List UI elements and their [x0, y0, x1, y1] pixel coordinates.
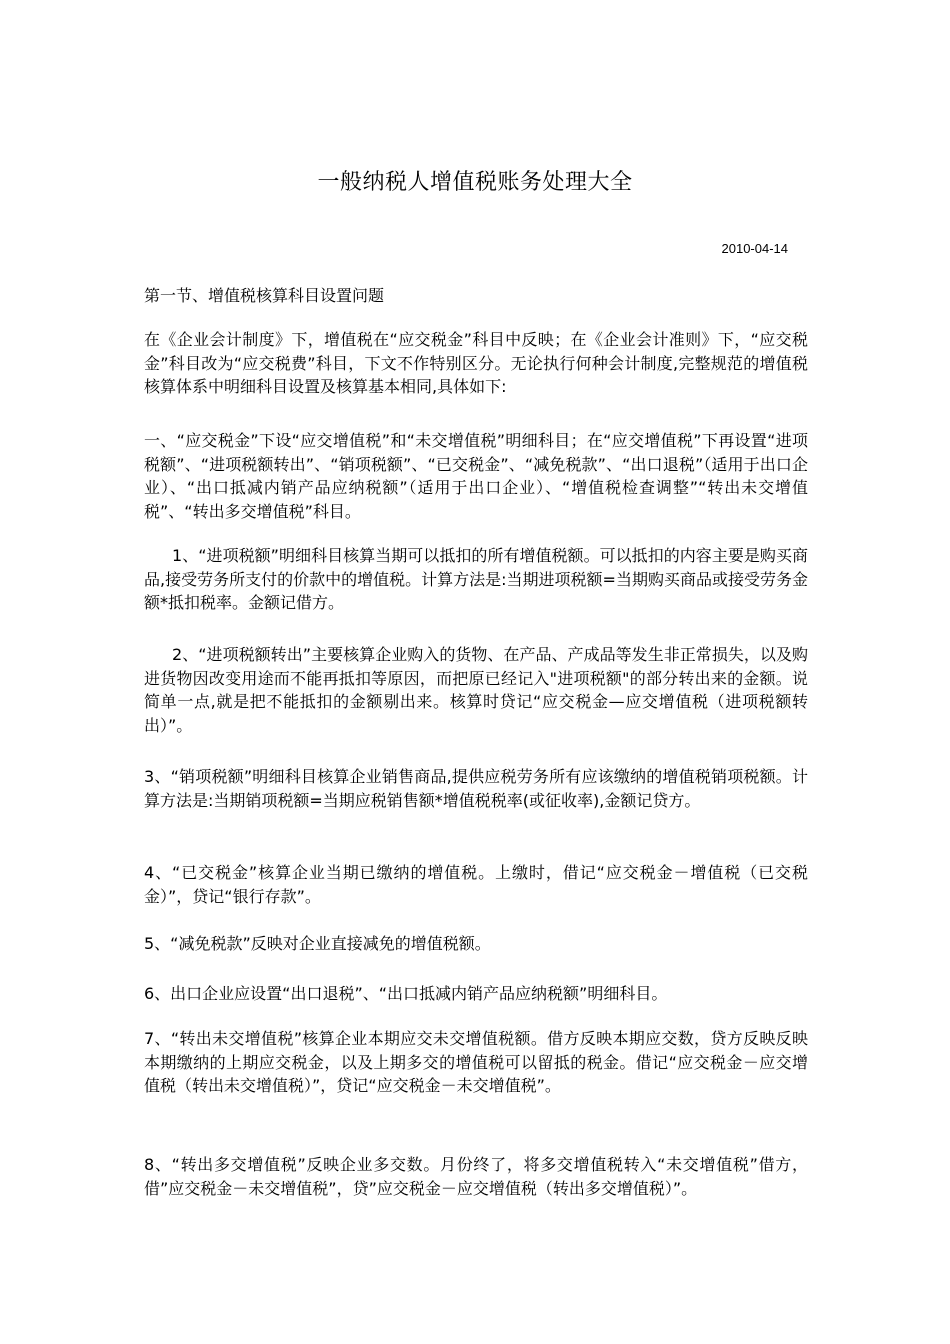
paragraph-item-1: 1、“进项税额”明细科目核算当期可以抵扣的所有增值税额。可以抵扣的内容主要是购买商品,接受劳务所支付的价款中的增值税。计算方法是:当期进项税额=当期购买商品或接受劳务金额*抵扣税率。金额记借方。: [144, 546, 808, 612]
paragraph-item-7: 7、“转出未交增值税”核算企业本期应交未交增值税额。借方反映本期应交数，贷方反映反映本期缴纳的上期应交税金，以及上期多交的增值税可以留抵的税金。借记“应交税金－应交增值税（转出未交增值税）”，贷记“应交税金－未交增值税”。: [144, 1029, 808, 1095]
paragraph-intro: 在《企业会计制度》下，增值税在“应交税金”科目中反映；在《企业会计准则》下，“应交税金”科目改为“应交税费”科目，下文不作特别区分。无论执行何种会计制度,完整规范的增值税核算体系中明细科目设置及核算基本相同,具体如下:: [144, 330, 808, 396]
paragraph-item-8: 8、“转出多交增值税”反映企业多交数。月份终了，将多交增值税转入“未交增值税”借方，借”应交税金－未交增值税”，贷”应交税金－应交增值税（转出多交增值税）”。: [144, 1155, 808, 1198]
document-date: 2010-04-14: [721, 241, 788, 256]
paragraph-item-3: 3、“销项税额”明细科目核算企业销售商品,提供应税劳务所有应该缴纳的增值税销项税额。计算方法是:当期销项税额=当期应税销售额*增值税税率(或征收率),金额记贷方。: [144, 767, 808, 810]
section-heading: 第一节、增值税核算科目设置问题: [144, 286, 385, 305]
paragraph-item-2: 2、“进项税额转出”主要核算企业购入的货物、在产品、产成品等发生非正常损失，以及购进货物因改变用途而不能再抵扣等原因，而把原已经记入"进项税额"的部分转出来的金额。说简单一点,就是把不能抵扣的金额剔出来。核算时贷记“应交税金—应交增值税（进项税额转出）”。: [144, 645, 808, 735]
document-title: 一般纳税人增值税账务处理大全: [317, 170, 633, 195]
paragraph-item-6: 6、出口企业应设置“出口退税”、“出口抵减内销产品应纳税额”明细科目。: [144, 984, 668, 1003]
paragraph-item-5: 5、“减免税款”反映对企业直接减免的增值税额。: [144, 934, 491, 953]
paragraph-subsection-one: 一、“应交税金”下设“应交增值税”和“未交增值税”明细科目；在“应交增值税”下再设置“进项税额”、“进项税额转出”、“销项税额”、“已交税金”、“减免税款”、“出口退税”（适用于出口企业）、“出口抵减内销产品应纳税额”（适用于出口企业）、“增值税检查调整”“转出未交增值税”、“转出多交增值税”科目。: [144, 431, 808, 521]
paragraph-item-4: 4、“已交税金”核算企业当期已缴纳的增值税。上缴时，借记“应交税金－增值税（已交税金）”，贷记“银行存款”。: [144, 863, 808, 906]
